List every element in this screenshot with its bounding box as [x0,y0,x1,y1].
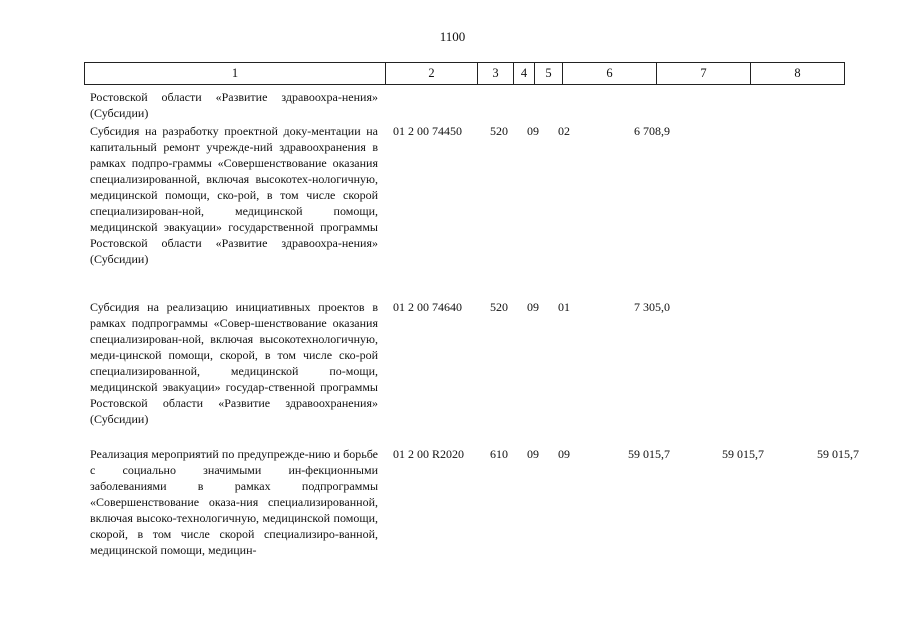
subsection-code: 02 [558,124,570,138]
target-article-code: 01 2 00 R2020 [393,447,465,461]
subsection-code: 01 [558,300,570,314]
column-header-2: 2 [386,63,478,85]
amount-col-8: 59 015,7 [817,447,859,461]
amount-col-7: 59 015,7 [722,447,764,461]
subsection-code: 09 [558,447,570,461]
section-code: 09 [527,124,539,138]
amount-col-6: 7 305,0 [634,300,670,314]
column-header-8: 8 [751,63,845,85]
column-header-1: 1 [85,63,386,85]
expense-type: 520 [490,124,508,138]
target-article-code: 01 2 00 74640 [393,300,462,314]
row-description: Реализация мероприятий по предупрежде-нию и борьбе с социально значимыми ин-фекционными заболеваниями в рамках подпрограммы «Совершенствование оказа-ния специализированной, включая высоко-технологичную, медицинской помощи, скорой, в том числе скорой специализиро-ванной, медицинской помощи, медицин- [90,447,378,557]
column-header-6: 6 [563,63,657,85]
row-description: Ростовской области «Развитие здравоохра-нения» (Субсидии) [90,90,378,120]
page-number: 1100 [439,29,466,44]
expense-type: 610 [490,447,508,461]
section-code: 09 [527,447,539,461]
column-header-3: 3 [478,63,514,85]
column-header-5: 5 [535,63,563,85]
row-description: Субсидия на разработку проектной доку-ментации на капитальный ремонт учрежде-ний здравоохранения в рамках подпро-граммы «Совершенствование оказания специализированной, включая высокотех-нологичную, медицинской помощи, ско-рой, в том числе скорой специализирован-ной, медицинской помощи, медицинской эвакуации» государственной программы Ростовской области «Развитие здравоохра-нения» (Субсидии) [90,124,378,266]
target-article-code: 01 2 00 74450 [393,124,462,138]
column-header-table [84,62,845,85]
column-header-7: 7 [657,63,751,85]
amount-col-6: 59 015,7 [628,447,670,461]
column-header-4: 4 [514,63,535,85]
amount-col-6: 6 708,9 [634,124,670,138]
expense-type: 520 [490,300,508,314]
section-code: 09 [527,300,539,314]
row-description: Субсидия на реализацию инициативных проектов в рамках подпрограммы «Совер-шенствование оказания специализирован-ной, включая высокотехнологичную, меди-цинской помощи, скорой, в том числе ско-рой специализированной, медицинской по-мощи, медицинской эвакуации» государ-ственной программы Ростовской области «Развитие здравоохранения» (Субсидии) [90,300,378,426]
